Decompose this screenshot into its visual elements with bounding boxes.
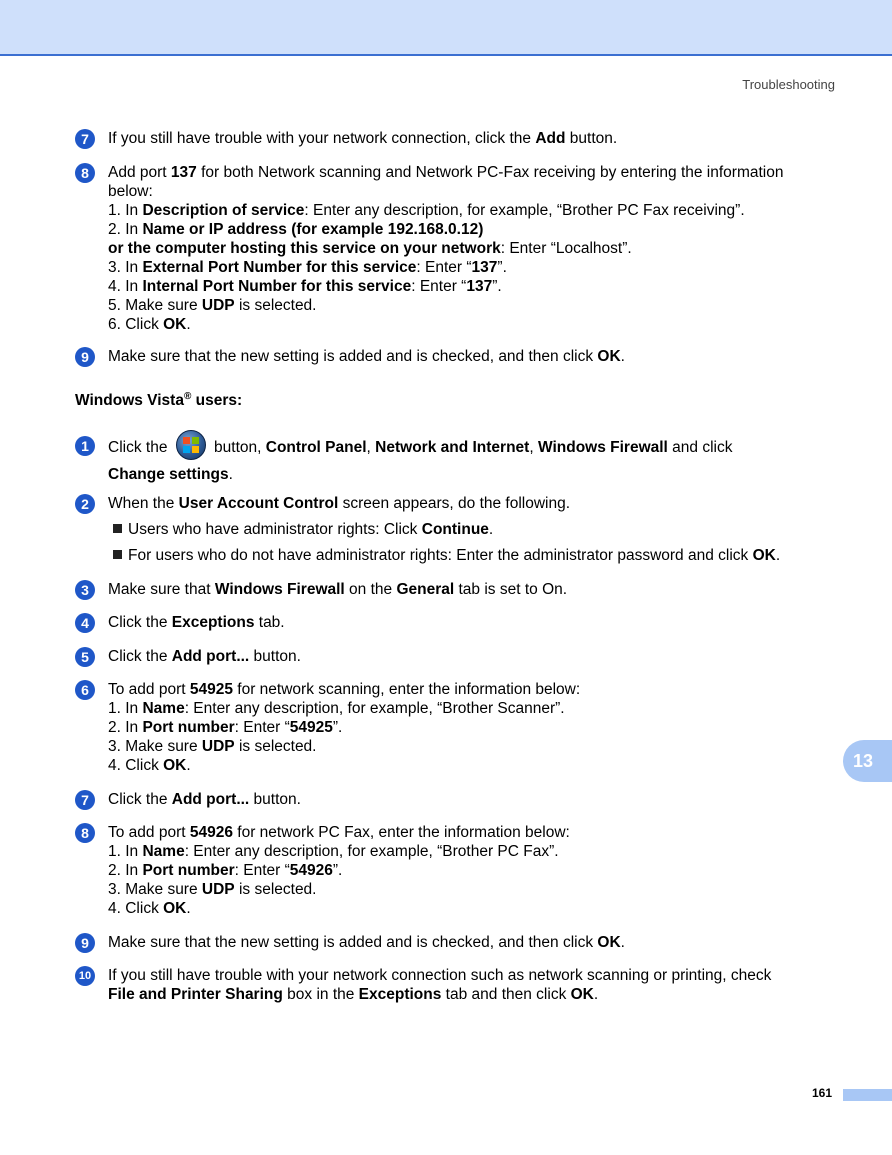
step-number-badge: 5 [75,647,95,667]
instruction-line: 4. Click OK. [108,900,191,917]
step-number-badge: 8 [75,163,95,183]
step-intro: Add port 137 for both Network scanning and Network PC-Fax receiving by entering the information below: [108,164,784,200]
step-b-3: 3 Make sure that Windows Firewall on the General tab is set to On. [75,580,815,599]
instruction-line: 1. In Name: Enter any description, for example, “Brother PC Fax”. [108,843,559,860]
windows-start-orb-icon [176,430,206,460]
step-b-1: 1 Click the button, Control Panel, Network and Internet, Windows Firewall and click Change settings. [75,436,815,484]
step-number-badge: 9 [75,347,95,367]
instruction-line: 5. Make sure UDP is selected. [108,297,317,314]
chapter-tab: 13 [843,740,892,782]
instruction-line: 6. Click OK. [108,316,191,333]
instruction-line: 2. In Port number: Enter “54926”. [108,862,343,879]
step-number-badge: 1 [75,436,95,456]
instruction-line: 1. In Description of service: Enter any description, for example, “Brother PC Fax receiving”. [108,202,745,219]
step-a-9: 9 Make sure that the new setting is added and is checked, and then click OK. [75,347,815,366]
step-b-6: 6 To add port 54925 for network scanning, enter the information below: 1. In Name: Enter any description, for example, “Brother Scanner”. 2. In Port number: Enter “54925”. 3. Make sure UDP is selected. 4. Click OK. [75,680,815,775]
bullet-item: Users who have administrator rights: Click Continue. [113,520,815,539]
step-b-2: 2 When the User Account Control screen appears, do the following. Users who have administrator rights: Click Continue. For users who do not have administrator rights: Enter the administrator password and click OK. [75,494,815,565]
running-head: Troubleshooting [742,77,835,92]
step-number-badge: 6 [75,680,95,700]
step-number-badge: 9 [75,933,95,953]
bullet-square-icon [113,524,122,533]
step-a-7: 7 If you still have trouble with your network connection, click the Add button. [75,129,815,148]
step-number-badge: 4 [75,613,95,633]
step-b-7: 7 Click the Add port... button. [75,790,815,809]
page-number: 161 [812,1086,833,1100]
step-number-badge: 8 [75,823,95,843]
step-number-badge: 7 [75,129,95,149]
bullet-square-icon [113,550,122,559]
step-b-5: 5 Click the Add port... button. [75,647,815,666]
instruction-line: or the computer hosting this service on your network: Enter “Localhost”. [108,240,632,257]
instruction-line: 3. Make sure UDP is selected. [108,738,317,755]
step-b-10: 10 If you still have trouble with your network connection such as network scanning or printing, check File and Printer Sharing box in the Exceptions tab and then click OK. [75,966,815,1004]
header-band [0,0,892,56]
step-number-badge: 2 [75,494,95,514]
step-number-badge: 7 [75,790,95,810]
instruction-line: 2. In Port number: Enter “54925”. [108,719,343,736]
step-b-9: 9 Make sure that the new setting is added and is checked, and then click OK. [75,933,815,952]
instruction-line: 4. In Internal Port Number for this service: Enter “137”. [108,278,502,295]
instruction-line: 2. In Name or IP address (for example 192.168.0.12) [108,221,484,238]
step-number-badge: 10 [75,966,95,986]
section-heading: Windows Vista® users: [75,391,243,410]
step-number-badge: 3 [75,580,95,600]
instruction-line: 3. Make sure UDP is selected. [108,881,317,898]
step-b-8: 8 To add port 54926 for network PC Fax, enter the information below: 1. In Name: Enter any description, for example, “Brother PC Fax”. 2. In Port number: Enter “54926”. 3. Make sure UDP is selected. 4. Click OK. [75,823,815,918]
instruction-line: 1. In Name: Enter any description, for example, “Brother Scanner”. [108,700,565,717]
instruction-line: 3. In External Port Number for this service: Enter “137”. [108,259,507,276]
step-a-8 [75,163,815,334]
step-b-4: 4 Click the Exceptions tab. [75,613,815,632]
instruction-line: 4. Click OK. [108,757,191,774]
page-number-bar [843,1089,892,1101]
bullet-item: For users who do not have administrator rights: Enter the administrator password and click OK. [113,546,815,565]
